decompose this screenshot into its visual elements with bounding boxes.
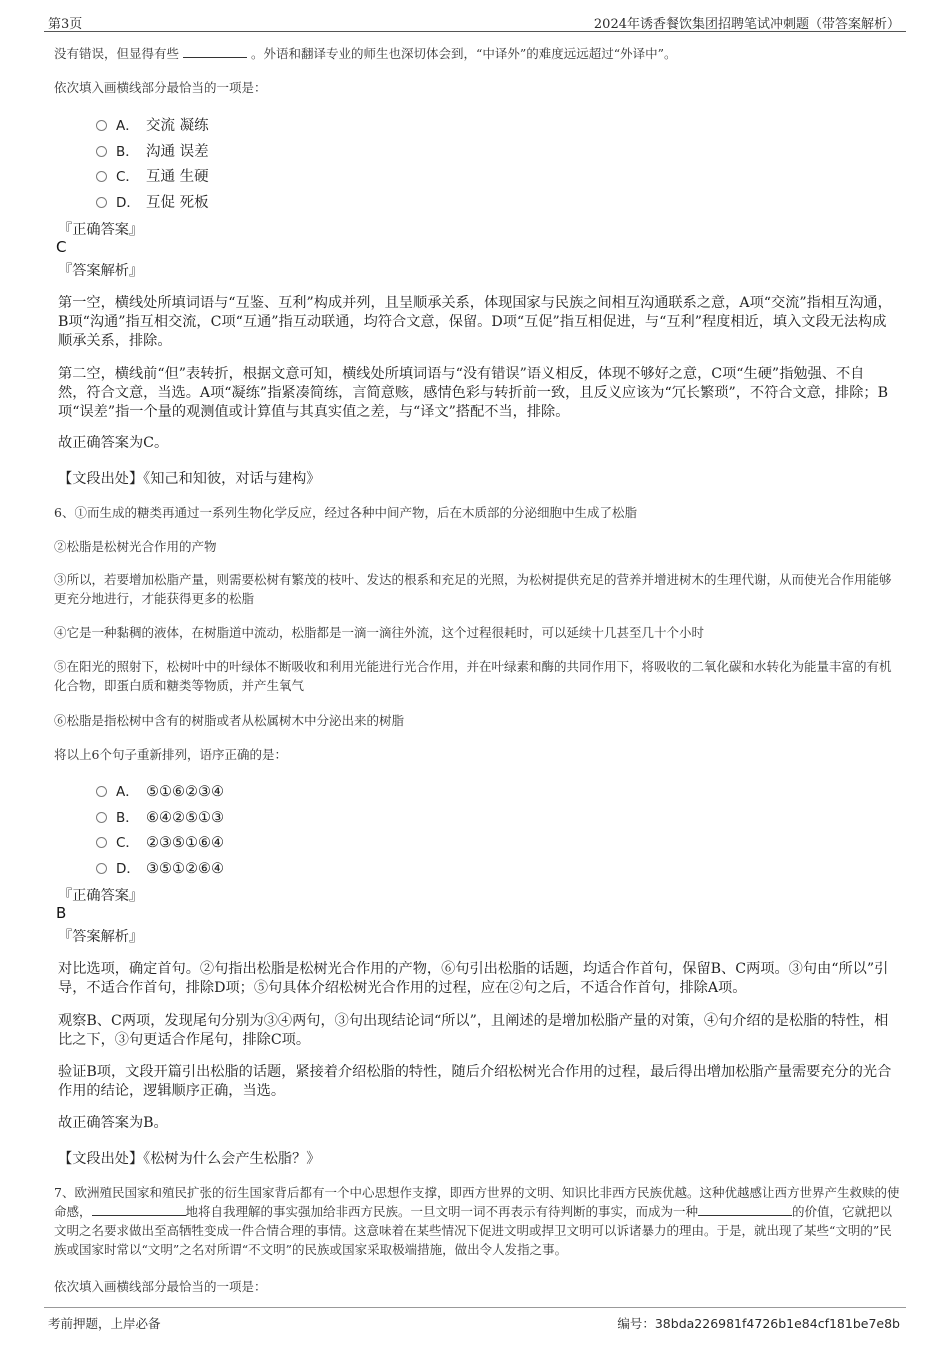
q6-answer-label: 『正确答案』: [58, 888, 144, 904]
q6-sentence-5: ⑤在阳光的照射下，松树叶中的叶绿体不断吸收和利用光能进行光合作用，并在叶绿素和酶的共同作用下，将吸收的二氧化碳和水转化为能量丰富的有机化合物，即蛋白质和糖类等物质，并产生氧气: [54, 659, 892, 693]
radio-icon[interactable]: [96, 786, 107, 797]
document-code: 编号：38bda226981f4726b1e84cf181be7e8b: [617, 1316, 900, 1331]
q6-option-b[interactable]: B． ⑥④②⑤①③: [96, 806, 224, 826]
radio-icon[interactable]: [96, 812, 107, 823]
radio-icon[interactable]: [96, 146, 107, 157]
q5-answer-label: 『正确答案』: [58, 222, 144, 238]
page-footer: [44, 1307, 906, 1333]
radio-icon[interactable]: [96, 837, 107, 848]
q7-blank-2: [698, 1204, 792, 1216]
q6-option-c[interactable]: C． ②③⑤①⑥④: [96, 831, 224, 851]
q7-instruction: 依次填入画横线部分最恰当的一项是：: [54, 1279, 267, 1294]
q5-analysis-p3: 故正确答案为C。: [58, 435, 169, 451]
q6-option-a[interactable]: A． ⑤①⑥②③④: [96, 780, 224, 800]
q6-sentence-1: 6、①而生成的糖类再通过一系列生物化学反应，经过各种中间产物，后在木质部的分泌细胞中生成了松脂: [54, 505, 637, 520]
page-header: [44, 10, 906, 32]
q5-option-a[interactable]: A． 交流 凝练: [96, 114, 209, 134]
q5-stem: 没有错误，但显得有些 。外语和翻译专业的师生也深切体会到，“中译外”的难度远远超过“外译中”。: [54, 46, 677, 61]
page-number: 第3页: [48, 17, 83, 32]
q7-blank-1: [92, 1204, 186, 1216]
q5-analysis-p1: 第一空，横线处所填词语与“互鉴、互利”构成并列，且呈顺承关系，体现国家与民族之间相互沟通联系之意，A项“交流”指相互沟通，B项“沟通”指互相交流，C项“互通”指互动联通，均符合文意，保留。D项“互促”指互相促进，与“互利”程度相近，填入文段无法构成顺承关系，排除。: [58, 295, 892, 349]
q6-analysis-p1: 对比选项，确定首句。②句指出松脂是松树光合作用的产物，⑥句引出松脂的话题，均适合作首句，保留B、C两项。③句由“所以”引导，不适合作首句，排除D项；⑤句具体介绍松树光合作用的过程，应在②句之后，不适合作首句，排除A项。: [58, 961, 889, 996]
q6-instruction: 将以上6个句子重新排列，语序正确的是：: [54, 747, 287, 762]
q6-source: 【文段出处】《松树为什么会产生松脂？》: [58, 1151, 321, 1167]
radio-icon[interactable]: [96, 863, 107, 874]
q6-answer: B: [56, 904, 67, 922]
footer-slogan: 考前押题，上岸必备: [48, 1316, 161, 1331]
q5-option-c[interactable]: C． 互通 生硬: [96, 165, 209, 185]
radio-icon[interactable]: [96, 171, 107, 182]
document-title: 2024年诱香餐饮集团招聘笔试冲刺题（带答案解析）: [593, 17, 900, 32]
q6-sentence-6: ⑥松脂是指松树中含有的树脂或者从松属树木中分泌出来的树脂: [54, 713, 405, 728]
q6-option-d[interactable]: D． ③⑤①②⑥④: [96, 857, 224, 877]
q6-analysis-p3: 验证B项，文段开篇引出松脂的话题，紧接着介绍松脂的特性，随后介绍松树光合作用的过程，最后得出增加松脂产量需要充分的光合作用的结论，逻辑顺序正确，当选。: [58, 1064, 892, 1099]
q5-analysis-p2: 第二空，横线前“但”表转折，根据文意可知，横线处所填词语与“没有错误”语义相反，体现不够好之意，C项“生硬”指勉强、不自然，符合文意，当选。A项“凝练”指紧凑简练，言简意赅，感情色彩与转折前一致，且反义应该为“冗长繁琐”，不符合文意，排除；B项“误差”指一个量的观测值或计算值与其真实值之差，与“译文”搭配不当，排除。: [58, 366, 889, 420]
q6-analysis-p2: 观察B、C两项，发现尾句分别为③④两句，③句出现结论词“所以”，且阐述的是增加松脂产量的对策，④句介绍的是松脂的特性，相比之下，③句更适合作尾句，排除C项。: [58, 1013, 889, 1048]
q6-analysis-label: 『答案解析』: [58, 929, 144, 945]
q6-sentence-2: ②松脂是松树光合作用的产物: [54, 539, 217, 554]
q5-option-d[interactable]: D． 互促 死板: [96, 191, 209, 211]
radio-icon[interactable]: [96, 197, 107, 208]
q5-instruction: 依次填入画横线部分最恰当的一项是：: [54, 80, 267, 95]
q5-analysis-label: 『答案解析』: [58, 263, 144, 279]
q5-answer: C: [56, 238, 67, 256]
q6-analysis-p4: 故正确答案为B。: [58, 1115, 168, 1131]
radio-icon[interactable]: [96, 120, 107, 131]
q6-sentence-3: ③所以，若要增加松脂产量，则需要松树有繁茂的枝叶、发达的根系和充足的光照，为松树提供充足的营养并增进树木的生理代谢，从而使光合作用能够更充分地进行，才能获得更多的松脂: [54, 572, 892, 606]
q5-source: 【文段出处】《知己和知彼，对话与建构》: [58, 471, 321, 487]
q5-blank: [183, 46, 247, 58]
q7-stem: 7、欧洲殖民国家和殖民扩张的衍生国家背后都有一个中心思想作支撑，即西方世界的文明、知识比非西方民族优越。这种优越感让西方世界产生救赎的使命感， 地将自我理解的事实强加给非西方民族。一旦文明一词不再表示有待判断的事实，而成为一种 的价值，它就把以文明之名要求做出至高牺牲变成一件合情合理的事情。这意味着在某些情况下促进文明或捍卫文明可以诉诸暴力的理由。于是，就出现了某些“文明的”民族或国家时常以“文明”之名对所谓“不文明”的民族或国家采取极端措施，做出令人发指之事。: [54, 1185, 900, 1257]
q5-option-b[interactable]: B． 沟通 误差: [96, 140, 209, 160]
q6-sentence-4: ④它是一种黏稠的液体，在树脂道中流动，松脂都是一滴一滴往外流，这个过程很耗时，可以延续十几甚至几十个小时: [54, 625, 705, 640]
